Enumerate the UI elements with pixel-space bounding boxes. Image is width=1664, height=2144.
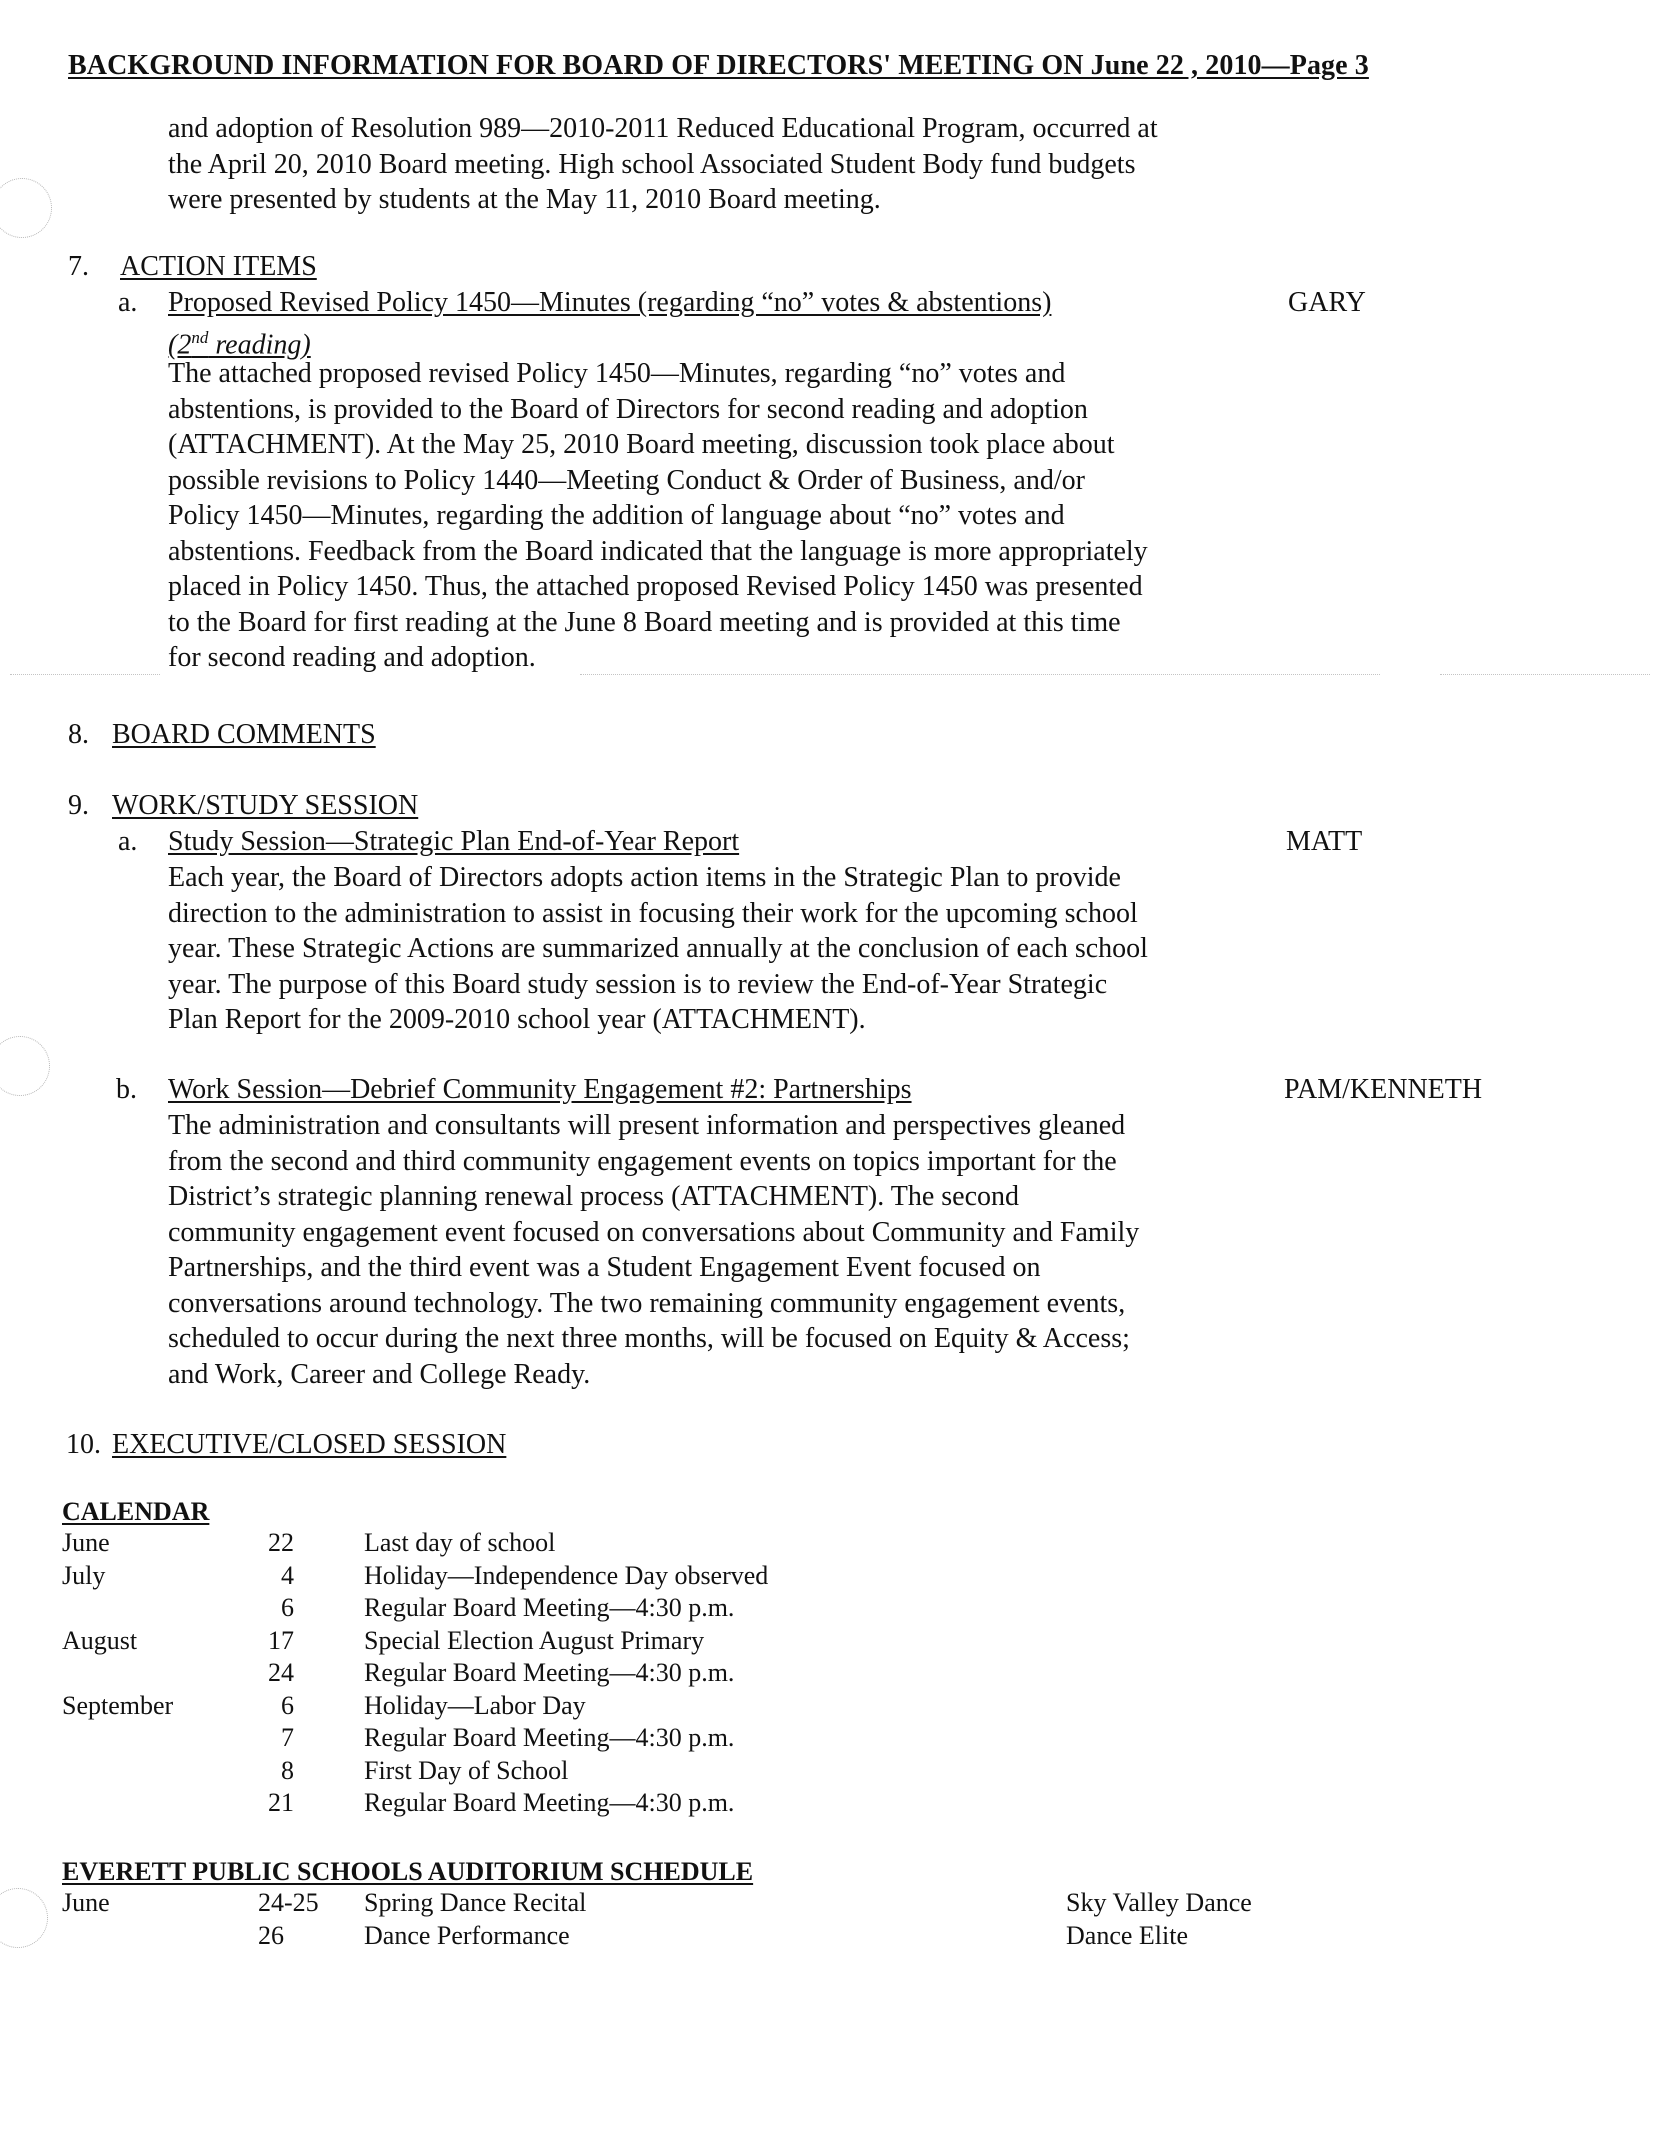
auditorium-day: 26 <box>258 1920 284 1950</box>
calendar-event: Regular Board Meeting—4:30 p.m. <box>364 1788 735 1817</box>
calendar-event: Holiday—Independence Day observed <box>364 1560 769 1590</box>
paragraph-line: The administration and consultants will present information and perspectives gleaned <box>168 1110 1126 1141</box>
hole-punch-mark <box>0 178 52 238</box>
paragraph-line: from the second and third community engagement events on topics important for the <box>168 1145 1117 1177</box>
auditorium-event: Dance Performance <box>364 1920 570 1950</box>
auditorium-group: Dance Elite <box>1066 1920 1188 1950</box>
calendar-row <box>0 1625 900 1658</box>
paragraph-line: scheduled to occur during the next three months, will be focused on Equity & Access; <box>168 1323 1130 1354</box>
calendar-row <box>0 1755 900 1788</box>
auditorium-heading: EVERETT PUBLIC SCHOOLS AUDITORIUM SCHEDULE <box>62 1857 754 1886</box>
item-9a-title: Study Session—Strategic Plan End-of-Year Report <box>168 826 740 857</box>
item-9a-presenter: MATT <box>1286 826 1363 857</box>
auditorium-day: 24-25 <box>258 1888 319 1917</box>
calendar-month: July <box>62 1560 106 1590</box>
calendar-row <box>0 1722 900 1755</box>
calendar-event: First Day of School <box>364 1755 569 1785</box>
calendar-row <box>0 1690 900 1723</box>
item-9b-presenter: PAM/KENNETH <box>1284 1074 1483 1105</box>
item-9a-body <box>168 860 1148 1038</box>
paragraph-line: abstentions, is provided to the Board of Directors for second reading and adoption <box>168 393 1088 425</box>
calendar-month: September <box>62 1690 174 1720</box>
calendar-heading: CALENDAR <box>62 1497 210 1526</box>
auditorium-event: Spring Dance Recital <box>364 1888 587 1917</box>
section-7-title: ACTION ITEMS <box>120 251 317 282</box>
paragraph-line: District’s strategic planning renewal process (ATTACHMENT). The second <box>168 1181 1020 1212</box>
paragraph-line: direction to the administration to assist in focusing their work for the upcoming school <box>168 897 1138 929</box>
paragraph-line: Partnerships, and the third event was a Student Engagement Event focused on <box>168 1252 1041 1283</box>
scan-dotted-line <box>1440 674 1650 675</box>
item-9b-body <box>168 1108 1139 1392</box>
paragraph-line: were presented by students at the May 11, 2010 Board meeting. <box>168 184 881 215</box>
paragraph-line: to the Board for first reading at the June 8 Board meeting and is provided at this time <box>168 606 1121 638</box>
calendar-month: August <box>62 1625 138 1655</box>
paragraph-line: Plan Report for the 2009-2010 school year (ATTACHMENT). <box>168 1004 866 1035</box>
calendar-event: Regular Board Meeting—4:30 p.m. <box>364 1593 735 1622</box>
item-9b-title: Work Session—Debrief Community Engagement #2: Partnerships <box>168 1074 912 1105</box>
section-9-title: WORK/STUDY SESSION <box>112 790 419 821</box>
paragraph-line: conversations around technology. The two remaining community engagement events, <box>168 1287 1126 1319</box>
item-9b-letter: b. <box>116 1074 137 1105</box>
calendar-day: 17 <box>268 1625 294 1655</box>
auditorium-row <box>0 1920 1400 1953</box>
calendar-table <box>0 1527 900 1820</box>
subtitle-suffix: reading) <box>208 329 311 361</box>
section-9-number: 9. <box>68 790 89 821</box>
calendar-day: 6 <box>281 1593 294 1622</box>
paragraph-line: year. These Strategic Actions are summarized annually at the conclusion of each school <box>168 933 1148 964</box>
hole-punch-mark <box>0 1036 50 1096</box>
calendar-day: 8 <box>281 1755 294 1785</box>
section-7-number: 7. <box>68 251 89 282</box>
paragraph-line: the April 20, 2010 Board meeting. High school Associated Student Body fund budgets <box>168 148 1136 180</box>
calendar-row <box>0 1592 900 1625</box>
paragraph-line: (ATTACHMENT). At the May 25, 2010 Board meeting, discussion took place about <box>168 429 1115 460</box>
calendar-row <box>0 1527 900 1560</box>
calendar-day: 7 <box>281 1723 294 1752</box>
paragraph-line: and Work, Career and College Ready. <box>168 1358 591 1390</box>
calendar-event: Regular Board Meeting—4:30 p.m. <box>364 1723 735 1752</box>
paragraph-line: Each year, the Board of Directors adopts action items in the Strategic Plan to provide <box>168 862 1121 893</box>
paragraph-line: year. The purpose of this Board study session is to review the End-of-Year Strategic <box>168 968 1108 1000</box>
calendar-day: 21 <box>268 1788 294 1817</box>
item-7a-title: Proposed Revised Policy 1450—Minutes (regarding “no” votes & abstentions) <box>168 287 1052 318</box>
paragraph-line: The attached proposed revised Policy 1450—Minutes, regarding “no” votes and <box>168 358 1066 389</box>
intro-paragraph <box>168 111 1158 218</box>
subtitle-prefix: (2 <box>168 329 192 361</box>
calendar-row <box>0 1560 900 1593</box>
section-8-number: 8. <box>68 719 89 750</box>
paragraph-line: possible revisions to Policy 1440—Meeting Conduct & Order of Business, and/or <box>168 464 1085 496</box>
item-7a-presenter: GARY <box>1288 287 1366 318</box>
subtitle-superscript: nd <box>191 328 209 347</box>
paragraph-line: and adoption of Resolution 989—2010-2011 Reduced Educational Program, occurred at <box>168 113 1158 144</box>
paragraph-line: community engagement event focused on conversations about Community and Family <box>168 1216 1140 1248</box>
calendar-event: Last day of school <box>364 1528 556 1557</box>
scan-dotted-line <box>580 674 1380 675</box>
calendar-event: Special Election August Primary <box>364 1625 705 1655</box>
calendar-row <box>0 1657 900 1690</box>
item-7a-body <box>168 356 1148 676</box>
item-7a-letter: a. <box>118 287 138 318</box>
calendar-row <box>0 1787 900 1820</box>
paragraph-line: placed in Policy 1450. Thus, the attached proposed Revised Policy 1450 was presented <box>168 571 1143 602</box>
auditorium-row <box>0 1887 1400 1920</box>
auditorium-month: June <box>62 1888 110 1917</box>
item-9a-letter: a. <box>118 826 138 857</box>
paragraph-line: Policy 1450—Minutes, regarding the addition of language about “no” votes and <box>168 500 1065 531</box>
calendar-event: Regular Board Meeting—4:30 p.m. <box>364 1658 735 1687</box>
paragraph-line: for second reading and adoption. <box>168 642 536 673</box>
auditorium-group: Sky Valley Dance <box>1066 1888 1252 1917</box>
calendar-day: 24 <box>268 1658 294 1687</box>
paragraph-line: abstentions. Feedback from the Board indicated that the language is more appropriately <box>168 535 1148 567</box>
calendar-day: 22 <box>268 1528 294 1557</box>
page-header: BACKGROUND INFORMATION FOR BOARD OF DIRECTORS' MEETING ON June 22 , 2010—Page 3 <box>68 50 1369 81</box>
calendar-month: June <box>62 1528 110 1557</box>
auditorium-table <box>0 1887 1400 1952</box>
calendar-day: 4 <box>281 1560 294 1590</box>
calendar-event: Holiday—Labor Day <box>364 1690 586 1720</box>
calendar-day: 6 <box>281 1690 294 1720</box>
section-10-title: EXECUTIVE/CLOSED SESSION <box>112 1429 507 1460</box>
section-8-title: BOARD COMMENTS <box>112 719 376 750</box>
section-10-number: 10. <box>66 1429 101 1460</box>
scan-dotted-line <box>10 674 160 675</box>
